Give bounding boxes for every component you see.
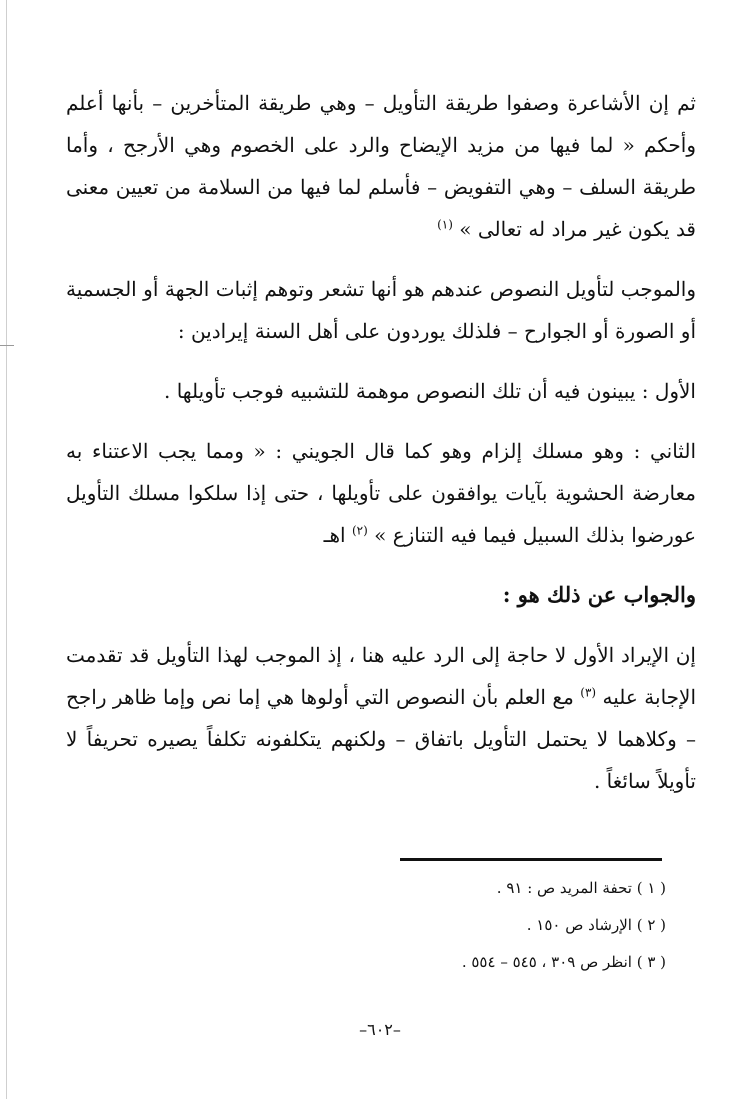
paragraph-answer bbox=[66, 634, 696, 802]
paragraph-text: والموجب لتأويل النصوص عندهم هو أنها تشعر وتوهم إثبات الجهة أو الجسمية أو الصورة أو الجوارح – فلذلك يوردون على أهل السنة إيرادين : bbox=[66, 277, 696, 343]
footnote-3: ( ٣ ) انظر ص ٣٠٩ ، ٥٤٥ – ٥٥٤ . bbox=[461, 953, 666, 971]
section-heading: والجواب عن ذلك هو : bbox=[502, 582, 696, 607]
main-text bbox=[66, 82, 696, 820]
footnote-separator bbox=[400, 858, 662, 861]
footnote-ref-1: (١) bbox=[437, 217, 453, 232]
paragraph-first-objection bbox=[66, 370, 696, 412]
page-number: –٦٠٢– bbox=[359, 1020, 401, 1039]
footnote-2: ( ٢ ) الإرشاد ص ١٥٠ . bbox=[526, 916, 666, 934]
paragraph-reason-for-interpretation bbox=[66, 268, 696, 352]
paragraph-text: ثم إن الأشاعرة وصفوا طريقة التأويل – وهي طريقة المتأخرين – بأنها أعلم وأحكم « لما فيها من مزيد الإيضاح والرد على الخصوم وهي الأرجح ، وأما طريقة السلف – وهي التفويض – فأسلم لما فيها من السلامة من تعيين معنى قد يكون غير مراد له تعالى » bbox=[66, 91, 696, 241]
answer-text-after: مع العلم بأن النصوص التي أولوها هي إما نص وإما ظاهر راجح – وكلاهما لا يحتمل التأويل باتفاق – ولكنهم يتكلفونه تكلفاً يصيره تحريفاً لا تأويلاً سائغاً . bbox=[66, 685, 696, 793]
paragraph-second-objection bbox=[66, 430, 696, 556]
footnotes bbox=[360, 870, 666, 981]
paragraph-text: الأول : يبينون فيه أن تلك النصوص موهمة للتشبيه فوجب تأويلها . bbox=[164, 379, 696, 403]
margin-mark bbox=[0, 345, 14, 346]
paragraph-text: الثاني : وهو مسلك إلزام وهو كما قال الجويني : « ومما يجب الاعتناء به معارضة الحشوية بآيات يوافقون على تأويلها ، حتى إذا سلكوا مسلك التأويل عورضوا بذلك السبيل فيما فيه التنازع » bbox=[66, 439, 696, 547]
page-edge-line bbox=[6, 0, 7, 1099]
paragraph-asharites-methods bbox=[66, 82, 696, 250]
footnote-1: ( ١ ) تحفة المريد ص : ٩١ . bbox=[496, 879, 666, 897]
footnote-ref-2: (٢) bbox=[351, 523, 368, 538]
footnote-ref-3: (٣) bbox=[580, 685, 597, 700]
paragraph-tail: اهـ bbox=[323, 523, 346, 547]
answer-text-before: إن الإيراد الأول لا حاجة إلى الرد عليه هنا ، إذ الموجب لهذا التأويل قد تقدمت الإجابة عليه bbox=[66, 643, 697, 709]
